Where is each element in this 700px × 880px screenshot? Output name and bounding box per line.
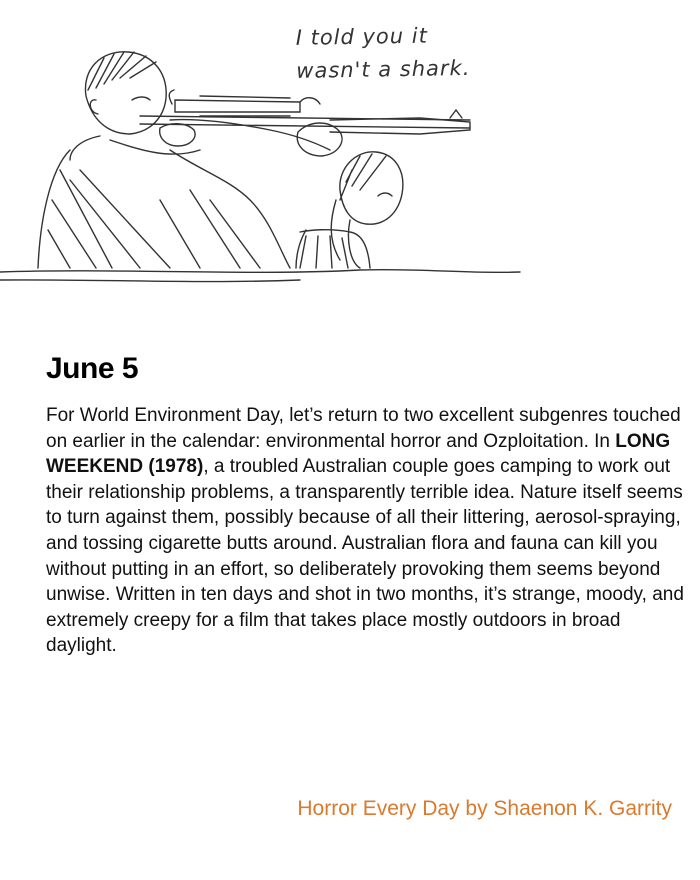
speech-text [295, 18, 516, 88]
speech-line-2: wasn't a shark. [296, 55, 471, 83]
entry-body-part-2: , a troubled Australian couple goes camping to work out their relationship problems, a transparently terrible idea. Nature itself seems to turn against them, possibly because of all their littering, aerosol-spraying, and tossing cigarette butts around. Australian flora and fauna can kill you without putting in an effort, so deliberately provoking them seems beyond unwise. Written in ten days and shot in two months, it’s strange, moody, and extremely creepy for a film that takes place mostly outdoors in broad daylight. [46, 456, 684, 657]
credit-line: Horror Every Day by Shaenon K. Garrity [297, 797, 672, 820]
entry-body-part-1: For World Environment Day, let’s return to two excellent subgenres touched on earlier in the calendar: environmental horror and Ozploitation. In [46, 405, 681, 452]
film-title: LONG WEEKEND (1978) [46, 430, 671, 478]
entry-date: June 5 [46, 352, 139, 385]
entry-body [46, 403, 686, 659]
speech-line-1: I told you it [295, 23, 429, 50]
